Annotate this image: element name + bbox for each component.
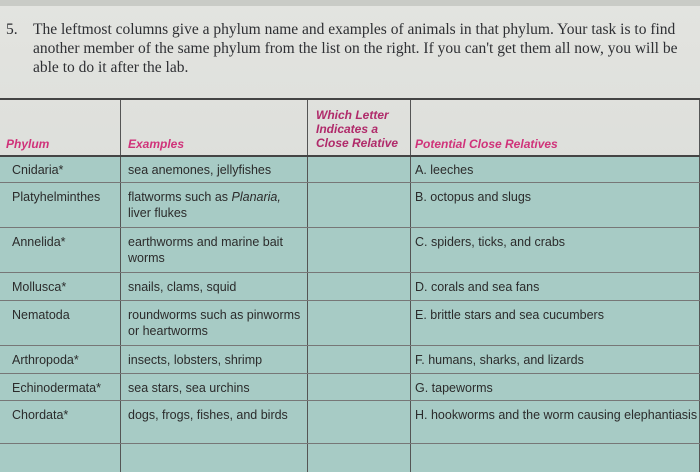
examples-cell — [128, 189, 281, 205]
header-phylum: Phylum — [6, 137, 50, 151]
row-divider — [0, 400, 700, 401]
question-number: 5. — [6, 21, 18, 38]
header-rule — [0, 155, 700, 157]
phylum-cell: Arthropoda* — [12, 353, 79, 367]
question-text: The leftmost columns give a phylum name and examples of animals in that phylum. Your task is to find another member of the same phylum from the list on the right. If you can't get them all now, you will be able to do it after the lab. — [33, 21, 678, 76]
relative-cell: A. leeches — [415, 163, 474, 177]
phylum-cell: Chordata* — [12, 408, 69, 422]
examples-italic-text: Planaria, — [231, 190, 281, 204]
row-divider — [0, 345, 700, 346]
phylum-cell: Echinodermata* — [12, 381, 101, 395]
phylum-cell: Mollusca* — [12, 280, 67, 294]
examples-cell: snails, clams, squid — [128, 280, 237, 294]
relative-cell: D. corals and sea fans — [415, 280, 540, 294]
relative-cell: F. humans, sharks, and lizards — [415, 353, 584, 367]
row-divider — [0, 300, 700, 301]
phylum-cell: Annelida* — [12, 235, 66, 249]
examples-cell-line2: worms — [128, 251, 165, 265]
relative-cell: H. hookworms and the worm causing elephantiasis — [415, 408, 698, 422]
phylum-table — [0, 100, 700, 472]
row-divider — [0, 227, 700, 228]
row-divider — [0, 272, 700, 273]
relative-cell: C. spiders, ticks, and crabs — [415, 235, 566, 249]
row-divider — [0, 443, 700, 444]
row-divider — [0, 373, 700, 374]
examples-cell: sea anemones, jellyfishes — [128, 163, 272, 177]
examples-cell: earthworms and marine bait — [128, 235, 283, 249]
phylum-cell: Nematoda — [12, 308, 70, 322]
header-which-letter: Which Letter Indicates a Close Relative — [316, 108, 399, 150]
examples-cell: insects, lobsters, shrimp — [128, 353, 263, 367]
relative-cell: B. octopus and slugs — [415, 190, 532, 204]
examples-cell: dogs, frogs, fishes, and birds — [128, 408, 288, 422]
header-relatives: Potential Close Relatives — [415, 137, 558, 151]
examples-text: flatworms such as — [128, 190, 232, 204]
examples-cell: sea stars, sea urchins — [128, 381, 250, 395]
header-examples: Examples — [128, 137, 185, 151]
examples-cell: roundworms such as pinworms — [128, 308, 301, 322]
row-divider — [0, 182, 700, 183]
relative-cell: G. tapeworms — [415, 381, 493, 395]
examples-cell-line2: or heartworms — [128, 324, 208, 338]
phylum-cell: Cnidaria* — [12, 163, 64, 177]
relative-cell: E. brittle stars and sea cucumbers — [415, 308, 604, 322]
phylum-cell: Platyhelminthes — [12, 190, 101, 204]
examples-cell-line2: liver flukes — [128, 206, 188, 220]
page-top-edge — [0, 0, 700, 6]
